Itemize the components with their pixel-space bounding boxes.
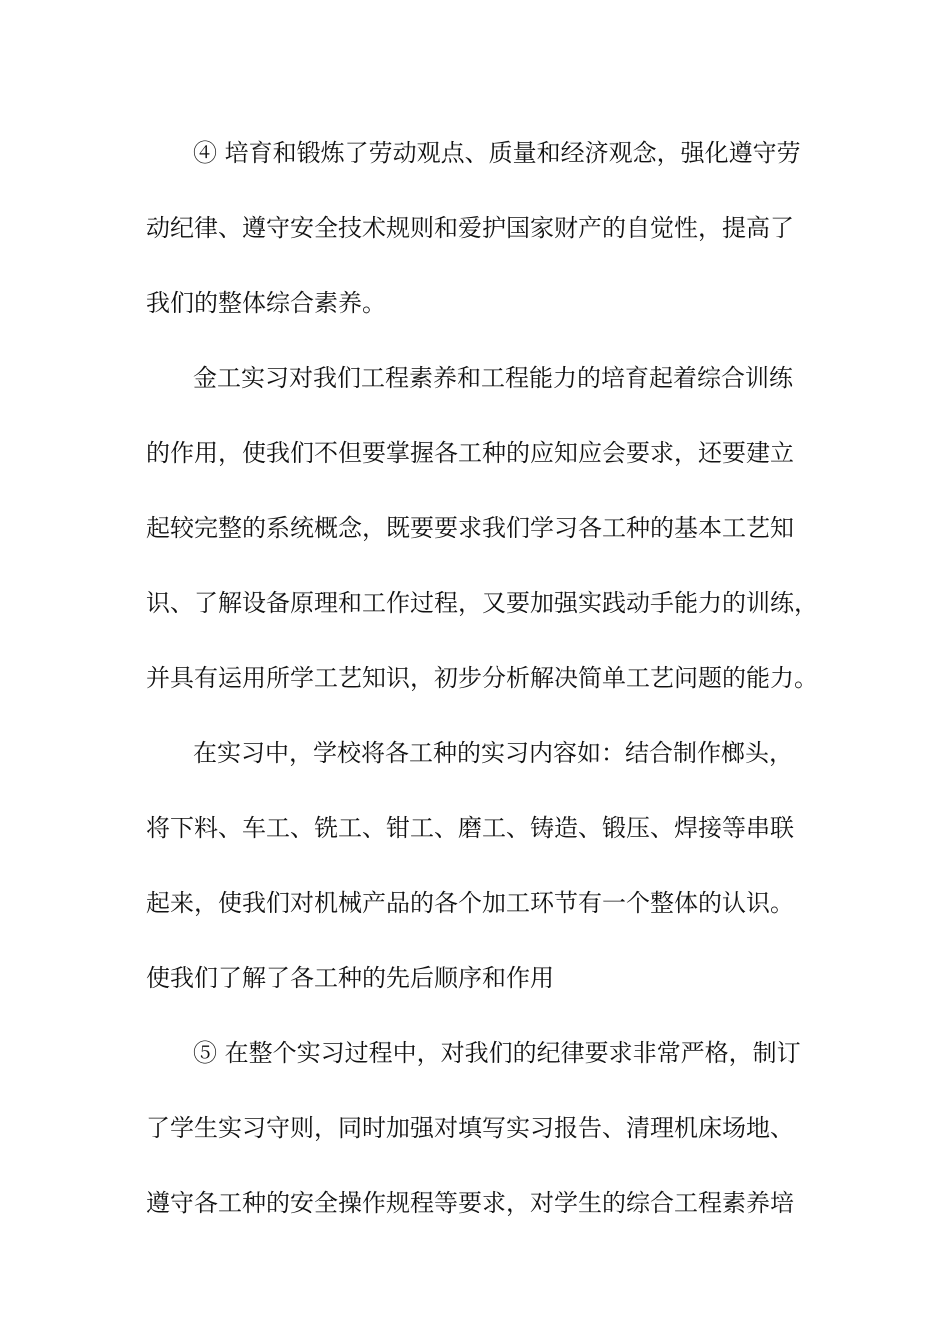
text-line: 将下料、车工、铣工、钳工、磨工、铸造、锻压、焊接等串联 [146,814,794,842]
text-line: 并具有运用所学工艺知识，初步分析解决简单工艺问题的能力。 [146,664,818,692]
document-body [146,123,826,1248]
text-line: 起来，使我们对机械产品的各个加工环节有一个整体的认识。 [146,889,794,917]
text-line: 使我们了解了各工种的先后顺序和作用 [146,964,554,992]
text-line: 动纪律、遵守安全技术规则和爱护国家财产的自觉性，提高了 [146,214,794,242]
text-line: 了学生实习守则，同时加强对填写实习报告、清理机床场地、 [146,1114,794,1142]
text-line: 的作用，使我们不但要掌握各工种的应知应会要求，还要建立 [146,439,794,467]
text-line: ⑤ 在整个实习过程中，对我们的纪律要求非常严格，制订 [193,1039,801,1067]
text-line: 识、了解设备原理和工作过程，又要加强实践动手能力的训练， [146,589,818,617]
text-line: ④ 培育和锻炼了劳动观点、质量和经济观念，强化遵守劳 [193,139,801,167]
text-line: 金工实习对我们工程素养和工程能力的培育起着综合训练 [193,364,793,392]
text-line: 在实习中，学校将各工种的实习内容如：结合制作榔头， [193,739,793,767]
text-line: 遵守各工种的安全操作规程等要求，对学生的综合工程素养培 [146,1189,794,1217]
text-line: 我们的整体综合素养。 [146,289,386,317]
text-line: 起较完整的系统概念，既要要求我们学习各工种的基本工艺知 [146,514,794,542]
